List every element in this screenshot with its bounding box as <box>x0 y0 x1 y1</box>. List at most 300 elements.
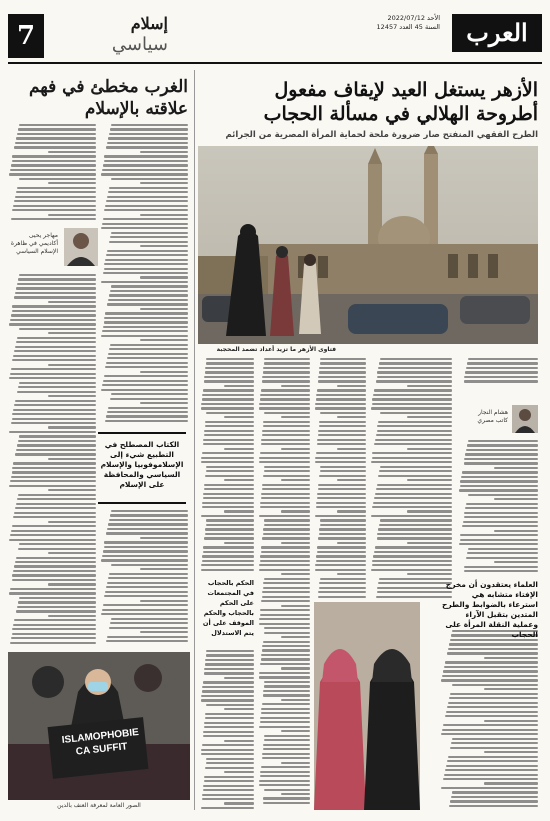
body-text-line <box>378 367 452 369</box>
body-text-line <box>464 458 538 460</box>
issue-number: السنة 45 العدد 12457 <box>376 23 440 31</box>
body-text-line <box>111 124 188 126</box>
body-text-line <box>380 358 452 360</box>
body-text-line <box>259 618 310 620</box>
body-text-line <box>281 605 310 607</box>
body-text-line <box>12 413 96 415</box>
body-text-line <box>202 506 254 508</box>
body-text-line <box>48 364 96 366</box>
body-text-line <box>281 667 310 669</box>
body-text-line <box>264 681 310 683</box>
body-text-line <box>109 573 188 575</box>
body-text-line <box>140 537 188 539</box>
body-text-line <box>442 675 538 677</box>
body-text-line <box>205 421 254 423</box>
body-text-line <box>101 227 188 229</box>
body-text-line <box>203 789 254 791</box>
body-text-line <box>106 146 188 148</box>
body-text-line <box>108 191 188 193</box>
body-text-line <box>201 515 254 517</box>
side-pull-quote: الكتاب المصطلح في التطبيع شيء إلى الإسلاموفوبيا والإسلام السياسي والمحافظة على الإسلام <box>98 432 186 504</box>
body-text-line <box>106 532 188 534</box>
body-text-line <box>224 542 254 544</box>
body-text-line <box>48 214 96 216</box>
main-photo-mosque <box>198 146 538 344</box>
body-text-line <box>259 676 310 678</box>
body-text-line <box>205 528 254 530</box>
body-text-line <box>380 412 452 414</box>
body-text-line <box>464 512 538 514</box>
body-text-line <box>140 371 188 373</box>
body-text-line <box>459 489 538 491</box>
body-text-line <box>16 287 96 289</box>
body-text-line <box>201 407 254 409</box>
body-text-line <box>264 685 310 687</box>
side-author-info <box>6 232 58 256</box>
body-text-line <box>9 377 96 379</box>
body-text-line <box>379 362 452 364</box>
body-text-line <box>460 485 538 487</box>
body-text-line <box>224 708 254 710</box>
body-text-line <box>19 435 96 437</box>
main-author-role: كاتب مصري <box>477 417 508 424</box>
body-text-line <box>441 787 538 789</box>
body-text-line <box>102 169 188 171</box>
body-text-line <box>264 789 310 791</box>
body-text-line <box>262 488 310 490</box>
body-text-line <box>259 403 310 405</box>
body-text-line <box>372 452 452 454</box>
body-text-line <box>111 510 188 512</box>
body-text-line <box>371 569 452 571</box>
body-text-line <box>281 385 310 387</box>
body-text-line <box>263 587 310 589</box>
body-text-line <box>377 484 452 486</box>
body-text-line <box>259 457 310 459</box>
body-text-line <box>140 276 188 278</box>
body-text-line <box>15 507 96 509</box>
body-text-line <box>140 245 188 247</box>
body-text-line <box>445 715 538 717</box>
body-text-line <box>202 690 254 692</box>
body-text-line <box>205 767 254 769</box>
body-text-line <box>464 570 538 572</box>
body-text-line <box>104 268 188 270</box>
body-text-line <box>318 484 366 486</box>
body-text-line <box>106 254 188 256</box>
body-text-line <box>264 735 310 737</box>
body-text-line <box>10 534 96 536</box>
body-text-line <box>263 641 310 643</box>
body-text-line <box>206 519 254 521</box>
body-text-line <box>263 367 310 369</box>
body-text-line <box>13 462 96 464</box>
main-inline-quote: الحكم بالحجاب في المجتمعات على الحكم بالحجاب والحكم الموقف على أن يتم الاستدلال <box>202 579 254 637</box>
body-text-line <box>111 285 188 287</box>
body-text-line <box>201 569 254 571</box>
body-text-line <box>464 462 538 464</box>
body-text-line <box>451 742 538 744</box>
body-text-line <box>15 142 96 144</box>
body-text-line <box>319 421 366 423</box>
body-text-line <box>449 805 538 807</box>
women-hijab-photo <box>314 602 420 810</box>
body-text-line <box>261 546 310 548</box>
body-text-line <box>201 461 254 463</box>
body-text-line <box>443 778 538 780</box>
body-text-line <box>202 398 254 400</box>
body-text-line <box>407 510 452 512</box>
body-text-line <box>202 452 254 454</box>
body-text-line <box>319 587 366 589</box>
body-text-line <box>201 699 254 701</box>
body-text-line <box>140 214 188 216</box>
body-text-line <box>201 564 254 566</box>
body-text-line <box>446 711 538 713</box>
body-text-line <box>407 479 452 481</box>
body-text-line <box>18 278 96 280</box>
body-text-line <box>104 375 188 377</box>
side-author-photo <box>64 228 98 266</box>
main-text-col-2 <box>370 358 452 598</box>
body-text-line <box>337 542 366 544</box>
body-text-line <box>205 659 254 661</box>
body-text-line <box>109 294 188 296</box>
body-text-line <box>315 564 366 566</box>
body-text-line <box>443 724 538 726</box>
body-text-line <box>204 776 254 778</box>
body-text-line <box>205 367 254 369</box>
body-text-line <box>452 791 538 793</box>
body-text-line <box>9 539 96 541</box>
body-text-line <box>260 771 310 773</box>
body-text-line <box>466 503 538 505</box>
main-text-col-5 <box>200 358 254 572</box>
body-text-line <box>259 672 310 674</box>
body-text-line <box>104 321 188 323</box>
body-text-line <box>48 458 96 460</box>
body-text-line <box>377 533 452 535</box>
body-text-line <box>16 137 96 139</box>
body-text-line <box>317 443 366 445</box>
column-divider <box>194 70 195 810</box>
body-text-line <box>203 551 254 553</box>
body-text-line <box>111 618 188 620</box>
body-text-line <box>447 760 538 762</box>
body-text-line <box>468 548 538 550</box>
body-text-line <box>452 684 538 686</box>
body-text-line <box>104 546 188 548</box>
body-text-line <box>281 762 310 764</box>
body-text-line <box>263 582 310 584</box>
body-text-line <box>201 457 254 459</box>
body-text-line <box>204 430 254 432</box>
body-text-line <box>320 412 366 414</box>
body-text-line <box>468 494 538 496</box>
body-text-line <box>449 643 538 645</box>
body-text-line <box>320 362 366 364</box>
body-text-line <box>18 440 96 442</box>
protest-photo <box>8 652 190 800</box>
body-text-line <box>12 574 96 576</box>
body-text-line <box>10 373 96 375</box>
body-text-line <box>224 448 254 450</box>
body-text-line <box>461 476 538 478</box>
body-text-line <box>108 299 188 301</box>
main-author-photo <box>512 405 538 433</box>
body-text-line <box>206 470 254 472</box>
body-text-line <box>264 632 310 634</box>
body-text-line <box>261 600 310 602</box>
body-text-line <box>204 722 254 724</box>
body-text-line <box>11 368 96 370</box>
body-text-line <box>281 573 310 575</box>
body-text-line <box>317 551 366 553</box>
body-text-line <box>465 453 538 455</box>
body-text-line <box>14 512 96 514</box>
body-text-line <box>110 128 188 130</box>
side-author-role: أكاديمي في ظاهرة الإسلام السياسي <box>10 240 58 255</box>
body-text-line <box>224 771 254 773</box>
body-text-line <box>317 389 366 391</box>
body-text-line <box>261 766 310 768</box>
body-text-line <box>407 448 452 450</box>
body-text-line <box>460 534 538 536</box>
body-text-line <box>337 510 366 512</box>
body-text-line <box>462 525 538 527</box>
body-text-line <box>371 461 452 463</box>
body-text-line <box>104 541 188 543</box>
body-text-line <box>204 380 254 382</box>
body-text-line <box>467 444 538 446</box>
body-text-line <box>374 443 452 445</box>
body-text-line <box>262 703 310 705</box>
side-text-col-2 <box>8 124 96 220</box>
body-text-line <box>446 765 538 767</box>
body-text-line <box>16 610 96 612</box>
body-text-line <box>101 335 188 337</box>
body-text-line <box>203 735 254 737</box>
body-text-line <box>450 800 538 802</box>
body-text-line <box>263 425 310 427</box>
body-text-line <box>316 398 366 400</box>
body-text-line <box>101 173 188 175</box>
body-text-line <box>261 443 310 445</box>
body-text-line <box>12 209 96 211</box>
body-text-line <box>202 394 254 396</box>
body-text-line <box>206 650 254 652</box>
body-text-line <box>205 425 254 427</box>
body-text-line <box>374 389 452 391</box>
body-text-line <box>494 498 538 500</box>
main-author-name-text: هشام النجار <box>478 409 508 416</box>
body-text-line <box>281 730 310 732</box>
section-title-line-2: سياسي <box>111 34 168 55</box>
body-text-line <box>260 506 310 508</box>
body-text-line <box>205 713 254 715</box>
body-text-line <box>204 672 254 674</box>
body-text-line <box>494 561 538 563</box>
body-text-line <box>259 569 310 571</box>
body-text-line <box>48 426 96 428</box>
body-text-line <box>106 200 188 202</box>
body-text-line <box>261 654 310 656</box>
body-text-line <box>109 241 188 243</box>
body-text-line <box>372 506 452 508</box>
body-text-line <box>263 797 310 799</box>
body-text-line <box>107 142 188 144</box>
body-text-line <box>378 421 452 423</box>
body-text-line <box>376 488 452 490</box>
masthead <box>0 0 550 68</box>
body-text-line <box>224 510 254 512</box>
body-text-line <box>224 479 254 481</box>
body-text-line <box>12 525 96 527</box>
body-text-line <box>17 133 96 135</box>
main-text-col-1c <box>440 630 538 810</box>
body-text-line <box>375 439 452 441</box>
body-text-line <box>201 753 254 755</box>
main-photo-caption: فتاوى الأزهر ما تزيد أعداد تضمد المحجبة <box>216 346 336 353</box>
body-text-line <box>12 359 96 361</box>
body-text-line <box>110 290 188 292</box>
body-text-line <box>407 416 452 418</box>
body-text-line <box>19 597 96 599</box>
body-text-line <box>204 376 254 378</box>
body-text-line <box>17 187 96 189</box>
body-text-line <box>375 546 452 548</box>
body-text-line <box>259 515 310 517</box>
body-text-line <box>140 402 188 404</box>
body-text-line <box>224 740 254 742</box>
main-text-col-1b <box>458 440 538 574</box>
body-text-line <box>378 475 452 477</box>
body-text-line <box>206 362 254 364</box>
body-text-line <box>16 449 96 451</box>
body-text-line <box>465 371 538 373</box>
body-text-line <box>281 793 310 795</box>
main-author <box>456 405 538 433</box>
body-text-line <box>318 591 366 593</box>
body-text-line <box>259 726 310 728</box>
body-text-line <box>105 312 188 314</box>
body-text-line <box>111 232 188 234</box>
body-text-line <box>449 697 538 699</box>
body-text-line <box>264 466 310 468</box>
body-text-line <box>206 412 254 414</box>
body-text-line <box>103 218 188 220</box>
body-text-line <box>318 488 366 490</box>
body-text-line <box>12 467 96 469</box>
body-text-line <box>12 160 96 162</box>
body-text-line <box>263 744 310 746</box>
body-text-line <box>140 631 188 633</box>
body-text-line <box>224 802 254 804</box>
body-text-line <box>320 466 366 468</box>
body-text-line <box>315 407 366 409</box>
body-text-line <box>260 614 310 616</box>
body-text-line <box>318 537 366 539</box>
body-text-line <box>14 296 96 298</box>
body-text-line <box>374 497 452 499</box>
body-text-line <box>204 484 254 486</box>
body-text-line <box>16 191 96 193</box>
body-text-line <box>202 794 254 796</box>
body-text-line <box>261 389 310 391</box>
body-text-line <box>317 439 366 441</box>
body-text-line <box>14 200 96 202</box>
body-text-line <box>14 619 96 621</box>
body-text-line <box>9 431 96 433</box>
body-text-line <box>11 530 96 532</box>
body-text-line <box>108 577 188 579</box>
body-text-line <box>107 357 188 359</box>
body-text-line <box>9 323 96 325</box>
body-text-line <box>259 623 310 625</box>
body-text-line <box>259 780 310 782</box>
body-text-line <box>15 292 96 294</box>
body-text-line <box>316 560 366 562</box>
body-text-line <box>377 376 452 378</box>
body-text-line <box>380 466 452 468</box>
body-text-line <box>441 679 538 681</box>
body-text-line <box>201 403 254 405</box>
body-text-line <box>18 128 96 130</box>
body-text-line <box>206 654 254 656</box>
body-text-line <box>206 466 254 468</box>
body-text-line <box>337 479 366 481</box>
body-text-line <box>202 555 254 557</box>
body-text-line <box>103 272 188 274</box>
body-text-line <box>109 187 188 189</box>
body-text-line <box>203 546 254 548</box>
body-text-line <box>102 223 188 225</box>
body-text-line <box>48 552 96 554</box>
body-text-line <box>260 775 310 777</box>
body-text-line <box>204 488 254 490</box>
body-text-line <box>372 403 452 405</box>
body-text-line <box>15 196 96 198</box>
body-text-line <box>460 480 538 482</box>
body-text-line <box>140 308 188 310</box>
body-text-line <box>443 670 538 672</box>
body-text-line <box>109 133 188 135</box>
body-text-line <box>372 564 452 566</box>
body-text-line <box>204 726 254 728</box>
body-text-line <box>103 164 188 166</box>
body-text-line <box>203 681 254 683</box>
body-text-line <box>202 744 254 746</box>
body-text-line <box>19 543 96 545</box>
body-text-line <box>444 666 538 668</box>
body-text-line <box>12 155 96 157</box>
body-text-line <box>101 613 188 615</box>
body-text-line <box>16 503 96 505</box>
body-text-line <box>373 555 452 557</box>
body-text-line <box>320 578 366 580</box>
body-text-line <box>316 506 366 508</box>
body-text-line <box>317 493 366 495</box>
issue-date: الأحد 2022/07/12 <box>387 14 440 22</box>
side-author <box>8 226 98 268</box>
body-text-line <box>262 430 310 432</box>
body-text-line <box>484 751 538 753</box>
body-text-line <box>315 515 366 517</box>
body-text-line <box>16 557 96 559</box>
body-text-line <box>103 550 188 552</box>
body-text-line <box>109 348 188 350</box>
body-text-line <box>319 582 366 584</box>
